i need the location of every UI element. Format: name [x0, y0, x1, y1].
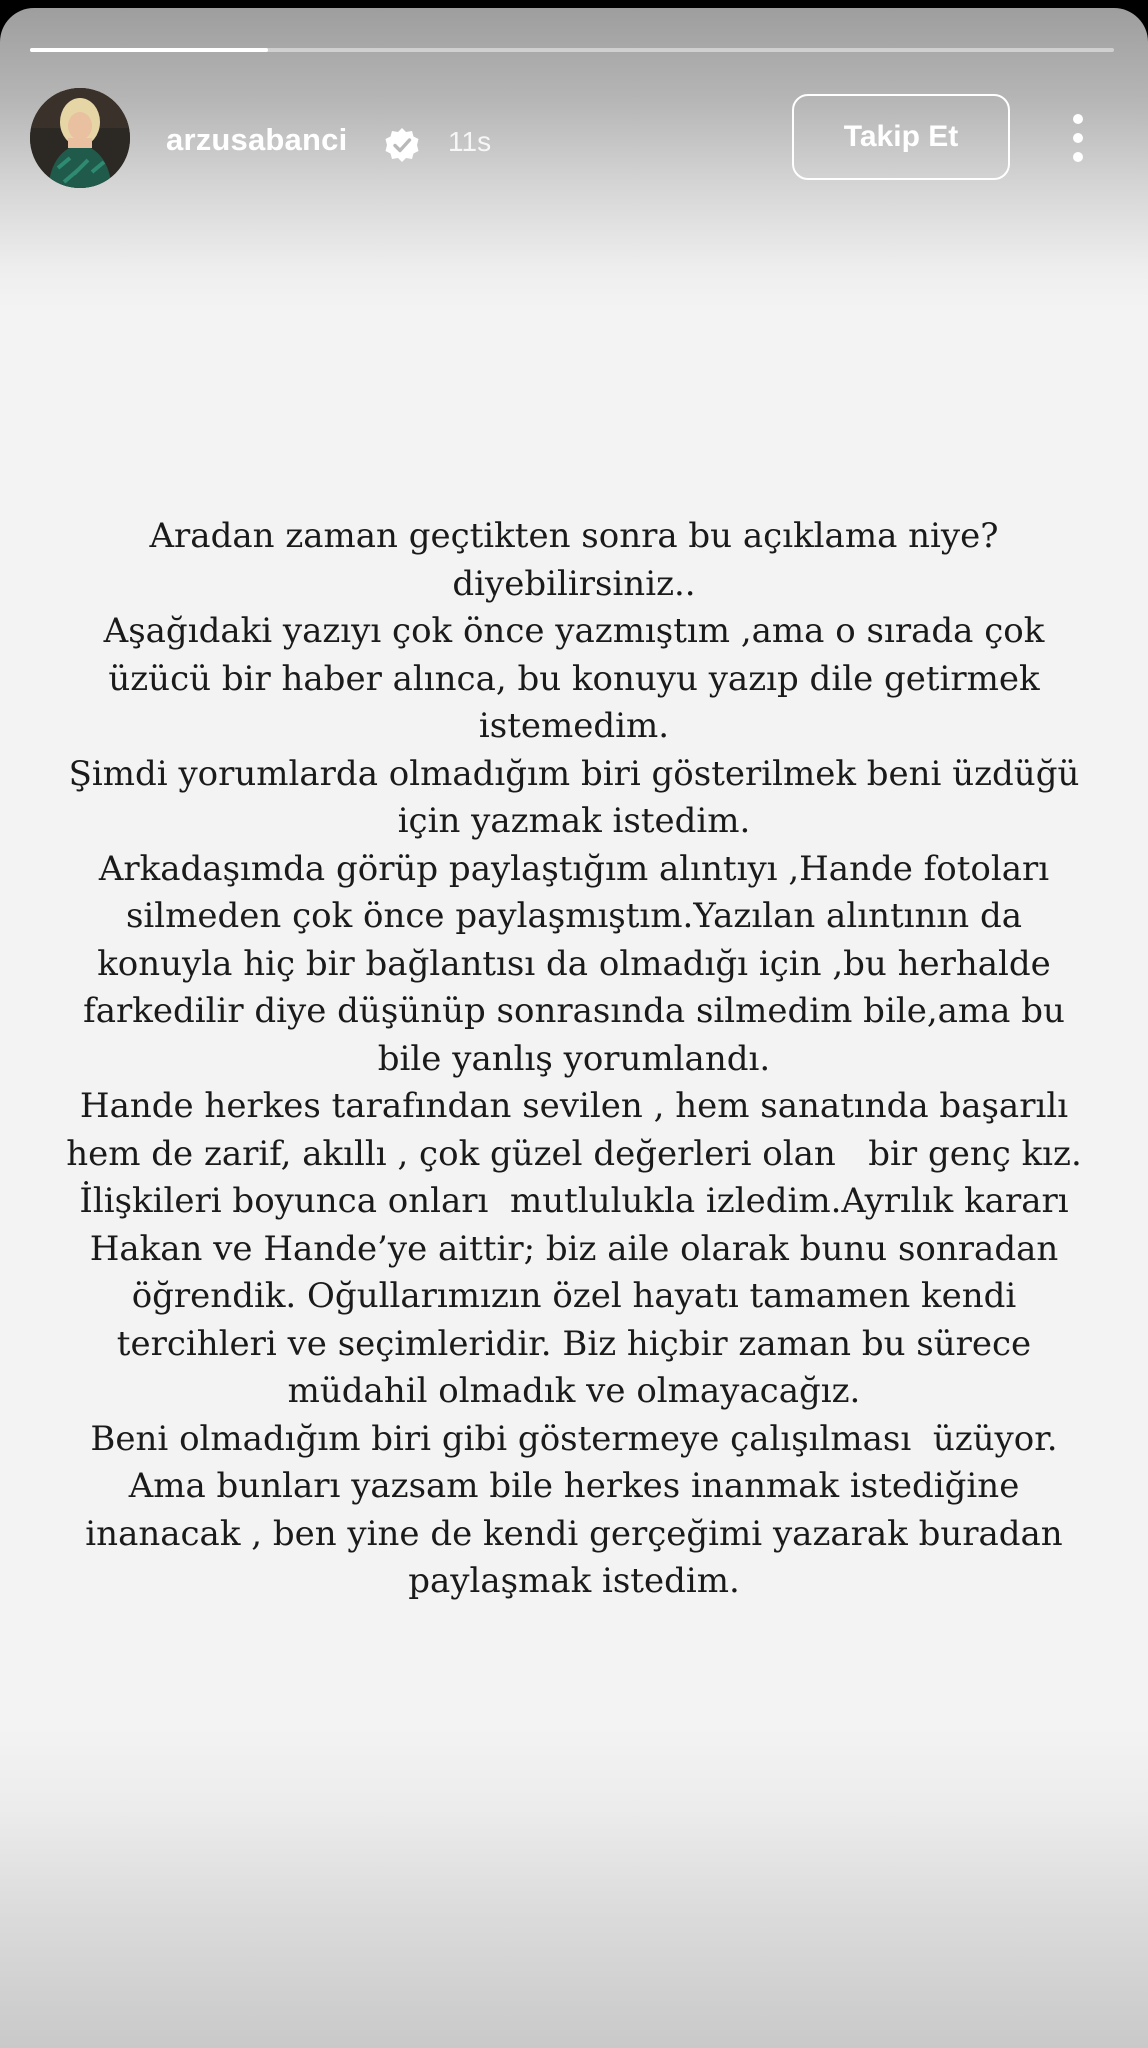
verified-badge-icon	[384, 127, 420, 163]
username[interactable]: arzusabanci	[166, 122, 348, 157]
story-text-line: Hakan ve Hande’ye aittir; biz aile olarak bunu sonradan	[89, 1228, 1059, 1269]
story-text-line: paylaşmak istedim.	[408, 1561, 740, 1601]
story-card[interactable]	[0, 8, 1148, 2048]
story-text-line: üzücü bir haber alınca, bu konuyu yazıp dile getirmek	[108, 658, 1040, 699]
story-text-line: silmeden çok önce paylaşmıştım.Yazılan alıntının da	[125, 896, 1023, 936]
story-progress-fill	[30, 48, 268, 52]
follow-button[interactable]: Takip Et	[792, 94, 1010, 180]
story-text	[30, 513, 1118, 1606]
story-text-line: Hande herkes tarafından sevilen , hem sanatında başarılı	[79, 1086, 1069, 1126]
story-text-line: Şimdi yorumlarda olmadığım biri gösterilmek beni üzdüğü	[68, 753, 1080, 794]
story-text-line: Aradan zaman geçtikten sonra bu açıklama niye?	[149, 516, 999, 556]
story-text-line: Beni olmadığım biri gibi göstermeye çalışılması üzüyor.	[90, 1418, 1058, 1459]
profile-photo-icon	[30, 88, 130, 188]
story-text-line: diyebilirsiniz..	[452, 563, 696, 604]
story-text-line: için yazmak istedim.	[397, 801, 751, 841]
story-text-line: İlişkileri boyunca onları mutlulukla izledim.Ayrılık kararı	[79, 1181, 1069, 1221]
story-text-line: farkedilir diye düşünüp sonrasında silmedim bile,ama bu	[83, 991, 1065, 1031]
story-text-line: inanacak , ben yine de kendi gerçeğimi yazarak buradan	[85, 1513, 1063, 1554]
avatar[interactable]	[30, 88, 130, 188]
story-text-line: konuyla hiç bir bağlantısı da olmadığı için ,bu herhalde	[97, 943, 1051, 984]
story-text-line: öğrendik. Oğullarımızın özel hayatı tamamen kendi	[131, 1276, 1017, 1316]
post-time: 11s	[448, 126, 492, 157]
story-text-line: Ama bunları yazsam bile herkes inanmak istediğine	[128, 1466, 1020, 1506]
story-text-line: müdahil olmadık ve olmayacağız.	[287, 1371, 861, 1411]
story-text-line: hem de zarif, akıllı , çok güzel değerleri olan bir genç kız.	[66, 1133, 1082, 1174]
story-progress-bar	[30, 48, 1114, 52]
more-vertical-icon[interactable]	[1060, 110, 1096, 166]
story-text-line: tercihleri ve seçimleridir. Biz hiçbir zaman bu sürece	[116, 1323, 1032, 1364]
story-text-line: istemedim.	[478, 706, 670, 746]
story-text-line: Aşağıdaki yazıyı çok önce yazmıştım ,ama o sırada çok	[103, 611, 1045, 651]
story-text-line: Arkadaşımda görüp paylaştığım alıntıyı ,Hande fotoları	[98, 848, 1050, 889]
story-text-line: bile yanlış yorumlandı.	[377, 1038, 771, 1079]
